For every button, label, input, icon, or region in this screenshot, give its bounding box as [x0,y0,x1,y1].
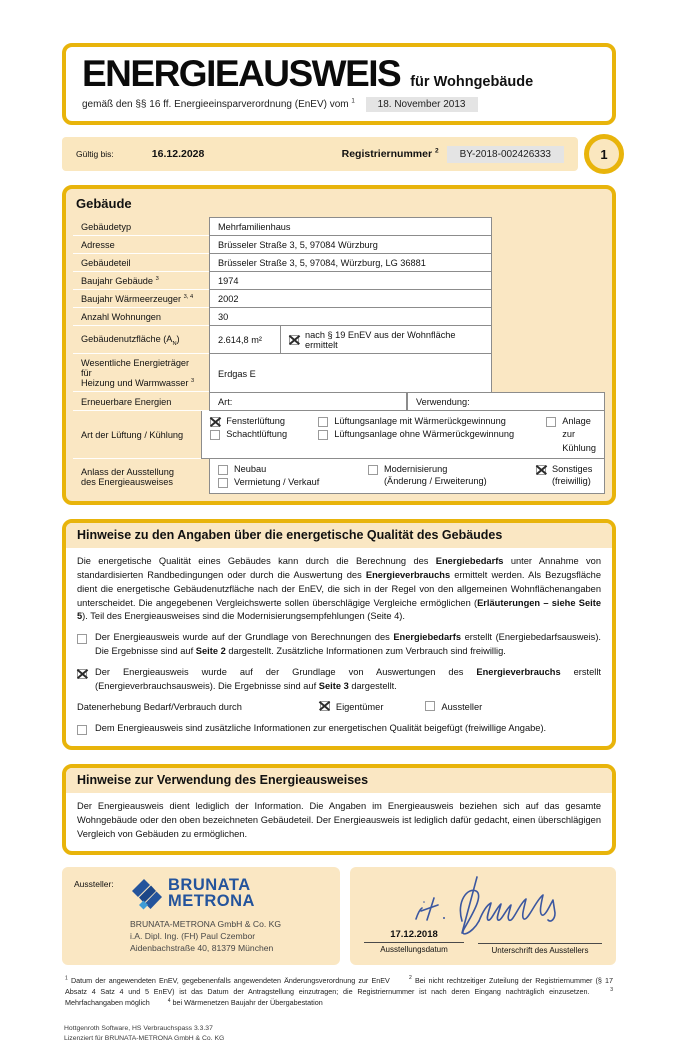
row-label: Baujahr Gebäude $^3$ [81,275,159,286]
row-label: Anzahl Wohnungen [81,312,162,322]
area-option: nach § 19 EnEV aus der Wohnfläche ermittelt [281,326,492,354]
checkbox-zusatz-informationen [77,725,87,735]
checkbox-area-per-par19 [289,335,299,345]
table-row-construction-year [73,272,605,290]
checkbox-energiebedarf [77,634,87,644]
row-value: Erdgas E [209,354,492,392]
footnote-ref-2: 2 [434,147,439,155]
checkbox-schachtlueftung [210,430,220,440]
table-row-address [73,236,605,254]
area-value: 2.614,8 m² [209,326,281,354]
checkbox-modernisierung [368,465,378,475]
footnote-3-marker: 3 [610,986,613,993]
validity-band [62,137,578,171]
quality-hints-section [62,519,616,750]
sonstiges-sublabel: (freiwillig) [552,476,591,487]
table-row-apartment-count [73,308,605,326]
signature-label: Unterschrift des Ausstellers [491,945,589,955]
row-value: Mehrfamilienhaus [209,217,492,236]
table-row-energy-carrier [73,354,605,392]
document-header [62,43,616,125]
table-row-usable-area [73,326,605,354]
table-row-ventilation [73,411,605,459]
footnote-1-marker: 1 [65,975,68,982]
usage-hints-title: Hinweise zur Verwendung des Energieausweises [66,768,612,793]
document-subtitle: für Wohngebäude [410,74,534,90]
software-credit: Hottgenroth Software, HS Verbrauchspass 3.3.37 Lizenziert für BRUNATA-METRONA GmbH & Co. KG [64,1025,225,1043]
extra-info-checkbox-item: Dem Energieausweis sind zusätzliche Informationen zur energetischen Qualität beigefügt (freiwillige Angabe). [77,722,601,736]
checkbox-anlage-kuehlung [546,417,556,427]
row-label: Erneuerbare Energien [81,396,172,407]
verbrauch-checkbox-item: Der Energieausweis wurde auf der Grundlage von Auswertungen des Energieverbrauchs erstellt (Energieverbrauchsausweis). Die Ergebnisse sind auf Seite 3 dargestellt. [77,666,601,694]
row-label: Gebäudetyp [81,221,132,232]
row-label: Gebäudenutzfläche $(A_N)$ [81,333,180,347]
table-row-building-part [73,254,605,272]
footnotes: $^1$ Datum der angewendeten EnEV, gegebenenfalls angewendeten Änderungsverordnung zur EnEV $^2$ Bei nicht rechtzeitiger Zuteilung der Registriernummer (§ 17 Absatz 4 Satz 4 und 5 EnEV) ist das Datum der Antragstellung einzutragen; die Registriernummer ist nach deren Eingang nachträglich einzusetzen. $^3$ Mehrfachangaben möglich $^4$ bei Wärmenetzen Baujahr der Übergabestation [65,975,614,1008]
issuer-label: Aussteller: [74,878,114,889]
row-value: 1974 [209,272,492,290]
signature-box [350,867,616,965]
checkbox-lueftung-ohne-wrg [318,430,328,440]
building-section [62,185,616,505]
row-label: Baujahr Wärmeerzeuger $^{3, 4}$ [81,293,194,304]
building-section-title: Gebäude [76,196,132,211]
row-label: Anlass der Ausstellung des Energieausweises [81,466,174,487]
signature-block [478,929,602,955]
renewable-type-cell: Art: [209,392,407,411]
footnote-4-marker: 4 [167,997,171,1004]
registration-number: BY-2018-002426333 [447,146,564,163]
usage-hints-section [62,764,616,855]
issuer-box [62,867,340,965]
issue-date-label: Ausstellungsdatum [380,944,448,954]
brunata-metrona-logo [130,876,330,912]
checkbox-vermietung-verkauf [218,478,228,488]
occasion-options-cell: Neubau Vermietung / Verkauf Modernisierung (Änderung / Erweiterung) Sonstiges (freiwillig) [209,459,605,494]
table-row-renewable-energy [73,392,605,411]
row-label: Wesentliche Energieträger für Heizung und Warmwasser $^3$ [81,358,195,388]
footnote-ref-3: 3 [190,377,195,384]
footnote-ref-3: 3 [155,275,159,282]
table-row-building-type [73,217,605,236]
modernisierung-sublabel: (Änderung / Erweiterung) [384,476,487,487]
table-row-occasion [73,459,605,494]
enev-date-box: 18. November 2013 [366,97,478,112]
footnote-ref-3-4: 3, 4 [183,293,194,300]
row-value: Brüsseler Straße 3, 5, 97084, Würzburg, LG 36881 [209,254,492,272]
checkbox-aussteller [425,701,435,711]
page-number-badge: 1 [584,134,624,174]
data-collection-row: Datenerhebung Bedarf/Verbrauch durch Eigentümer Aussteller [77,702,483,713]
checkbox-fensterlueftung [210,417,220,427]
issuer-signature-row [62,867,616,965]
table-row-heat-generator-year [73,290,605,308]
renewable-use-cell: Verwendung: [407,392,605,411]
checkbox-energieverbrauch [77,669,87,679]
checkbox-lueftung-mit-wrg [318,417,328,427]
row-value: 2002 [209,290,492,308]
logo-line1: BRUNATA [168,875,251,894]
valid-until-label: Gültig bis: [76,149,114,159]
validity-row [62,135,616,173]
ventilation-options-cell: Fensterlüftung Schachtlüftung Lüftungsanlage mit Wärmerückgewinnung Lüftungsanlage ohne Wärmerückgewinnung Anlage zur Kühlung [201,411,605,459]
row-label: Adresse [81,240,115,250]
issue-date: 17.12.2018 [390,928,438,940]
bedarf-checkbox-item: Der Energieausweis wurde auf der Grundlage von Berechnungen des Energiebedarfs erstellt (Energiebedarfsausweis). Die Ergebnisse sind auf Seite 2 dargestellt. Zusätzliche Informationen zum Verbrauch sind freiwillig. [77,631,601,659]
checkbox-sonstiges [536,465,546,475]
energieausweis-page [62,0,616,1044]
valid-until-date: 16.12.2028 [151,148,205,160]
quality-intro-paragraph: Die energetische Qualität eines Gebäudes kann durch die Berechnung des Energiebedarfs unter Annahme von standardisierten Randbedingungen oder durch die Auswertung des Energieverbrauchs ermittelt werden. Als Bezugsfläche dient die energetische Gebäudenutzfläche nach der EnEV, die sich in der Regel von den allgemeinen Wohnflächenangaben unterscheidet. Die angegebenen Vergleichswerte sollen überschlägige Vergleiche ermöglichen (Erläuterungen – siehe Seite 5). Teil des Energieausweises sind die Modernisierungsempfehlungen (Seite 4). [77,555,601,622]
quality-hints-title: Hinweise zu den Angaben über die energetische Qualität des Gebäudes [66,523,612,548]
signature-image [404,871,604,937]
row-label: Art der Lüftung / Kühlung [81,430,184,441]
issue-date-block [364,929,464,955]
row-value: Brüsseler Straße 3, 5, 97084 Würzburg [209,236,492,254]
document-title: ENERGIEAUSWEIS [82,53,401,94]
footnote-ref-1: 1 [351,97,355,105]
usage-paragraph: Der Energieausweis dient lediglich der Information. Die Angaben im Energieausweis beziehen sich auf das gesamte Wohngebäude oder den oben bezeichneten Gebäudeteil. Der Energieausweis ist lediglich dafür gedacht, einen überschlägigen Vergleich von Gebäuden zu ermöglichen. [77,801,601,839]
row-label: Gebäudeteil [81,258,131,268]
logo-line2: METRONA [168,891,255,910]
issuer-address: BRUNATA-METRONA GmbH & Co. KG i.A. Dipl. Ing. (FH) Paul Czembor Aidenbachstraße 40, 81379 München [130,918,282,953]
brunata-logo-icon [130,876,164,912]
checkbox-neubau [218,465,228,475]
checkbox-eigentuemer [320,701,330,711]
registration-label: Registriernummer $^2$ [341,147,439,160]
footnote-2-marker: 2 [408,975,412,982]
law-reference: gemäß den §§ 16 ff. Energieeinsparverordnung (EnEV) vom $^1$ 18. November 2013 [82,97,596,112]
row-value: 30 [209,308,492,326]
